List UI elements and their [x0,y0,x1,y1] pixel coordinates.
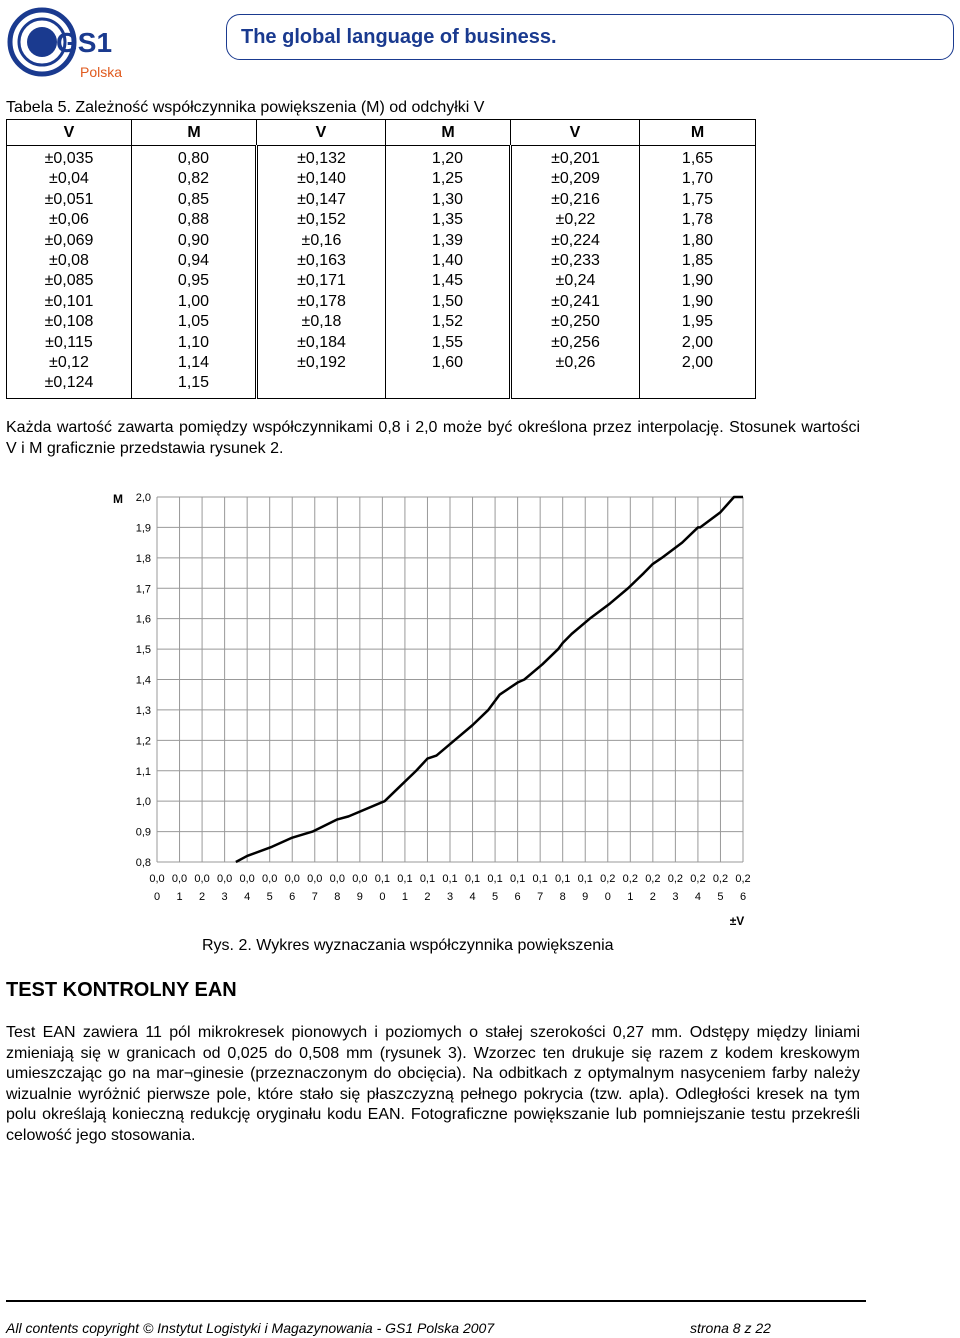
header-m-2: M [386,120,511,146]
x-tick-label-top: 0,1 [419,873,436,885]
y-tick-label: 1,5 [135,644,151,657]
x-tick-label-bottom: 3 [221,891,228,903]
column-m-3 [640,146,756,399]
x-tick-label-bottom: 5 [266,891,273,903]
table-cell: ±0,224 [551,231,600,249]
x-tick-label-bottom: 3 [446,891,454,903]
x-tick-label-top: 0,0 [194,873,210,885]
x-tick-label-bottom: 1 [176,891,183,903]
x-axis-label: ±V [729,914,745,928]
y-axis-label: M [113,492,123,506]
x-tick-label-top: 0,2 [712,873,729,885]
header-m-3: M [640,120,756,146]
x-tick-label-bottom: 8 [334,891,341,903]
x-tick-label-bottom: 1 [401,891,408,903]
x-tick-label-bottom: 6 [739,891,747,903]
table-cell: 1,78 [681,211,714,229]
x-tick-label-top: 0,0 [307,873,323,885]
interpolation-paragraph: Każda wartość zawarta pomiędzy współczynnikami 0,8 i 2,0 może być określona przez interpolację. Stosunek wartości V i M graficznie przedstawia rysunek 2. [6,419,860,457]
table-cell: ±0,192 [297,354,346,372]
table-cell: 1,90 [681,272,714,290]
table-cell: ±0,178 [297,292,346,310]
x-tick-label-bottom: 7 [311,891,318,903]
header-m-1: M [132,120,257,146]
table-cell: ±0,108 [44,313,94,331]
table-cell: 1,20 [431,150,464,167]
table-cell: ±0,171 [297,272,346,290]
x-tick-label-top: 0,2 [667,873,684,885]
table-cell: ±0,216 [551,190,600,208]
table-cell: ±0,163 [297,252,346,270]
table-cell: ±0,101 [44,292,94,310]
chart-svg [0,490,960,928]
x-tick-label-top: 0,1 [397,873,413,885]
x-tick-label-top: 0,0 [171,873,188,885]
y-tick-label: 0,8 [135,857,151,869]
y-tick-label: 0,9 [135,826,151,839]
table-cell: 1,50 [431,292,464,310]
x-tick-label-bottom: 7 [537,891,544,903]
footer-divider [6,1300,866,1302]
x-tick-label-top: 0,0 [262,873,278,885]
table-cell: 0,88 [177,211,210,229]
table-cell: ±0,085 [44,272,94,290]
y-tick-label: 1,0 [135,796,151,809]
table-body-row [7,146,756,399]
logo-text: GS1 [56,27,113,58]
table-cell: ±0,24 [555,272,596,290]
table-cell: ±0,06 [49,211,89,229]
x-tick-label-bottom: 5 [717,891,724,903]
table-cell: 0,90 [177,231,210,249]
table-cell: ±0,124 [44,374,94,392]
y-tick-label: 1,1 [135,765,151,778]
column-m-1 [132,146,257,399]
x-tick-label-bottom: 6 [514,891,521,903]
x-tick-label-top: 0,1 [442,873,458,885]
section-heading: TEST KONTROLNY EAN [6,979,237,1001]
x-tick-label-top: 0,0 [239,873,255,885]
table-cell: 0,80 [177,150,210,167]
y-tick-label: 1,2 [135,735,151,748]
column-v-2 [257,146,386,399]
x-tick-label-bottom: 0 [379,891,386,903]
table-cell: 1,10 [177,333,210,351]
table-header-row [7,120,756,146]
table-cell: ±0,184 [297,333,346,351]
table-cell: 0,95 [177,272,210,290]
table-cell: ±0,051 [44,190,94,208]
x-tick-label-top: 0,1 [509,873,526,885]
x-tick-label-top: 0,0 [284,873,300,885]
y-tick-label: 1,6 [135,613,151,626]
table-cell: ±0,250 [551,313,600,331]
table-cell: ±0,256 [551,333,600,351]
table-cell: ±0,18 [301,313,342,331]
x-tick-label-bottom: 9 [356,891,363,903]
x-tick-label-bottom: 8 [559,891,566,903]
table-cell: 1,52 [431,313,464,331]
table-cell: ±0,147 [297,190,346,208]
ean-test-paragraph: Test EAN zawiera 11 pól mikrokresek pionowych i poziomych o stałej szerokości 0,27 mm. Odstępy między liniami zmieniają się w granicach od 0,025 do 0,508 mm (rysunek 3). Wzorzec ten drukuje się razem z kodem kreskowym umieszczając go na mar¬ginesie (przeznaczonym do obcięcia). Na odbitkach z optymalnym nasyceniem farby należy wizualnie wyróżnić pierwsze pole, które stało się płaszczyzną pełnego pokrycia (tzw. apla). Odległości kresek na tym polu określają konieczną redukcję oryginału kodu EAN. Fotograficzne powiększanie lub pomniejszanie testu przekreśli celowość jego stosowania. [6,1024,860,1144]
x-tick-label-bottom: 4 [244,891,251,903]
table-cell: 0,94 [177,252,210,270]
x-tick-label-top: 0,1 [374,873,391,885]
table-cell: 1,55 [431,333,464,351]
table-cell: ±0,22 [555,211,596,229]
table-cell: 1,80 [681,231,714,249]
table-cell: 1,65 [681,150,714,167]
table-cell: ±0,152 [297,211,346,229]
magnification-table [6,119,756,399]
header-v-2: V [257,120,386,146]
table-cell: ±0,12 [49,354,89,372]
table-cell: 1,25 [431,170,464,188]
x-tick-label-bottom: 2 [199,891,206,903]
y-tick-label: 1,7 [135,583,151,596]
x-tick-label-top: 0,1 [464,873,481,885]
x-tick-label-top: 0,2 [622,873,638,885]
table-cell: ±0,035 [44,150,94,167]
table-cell: ±0,26 [555,354,596,372]
logo-subtitle: Polska [80,64,123,80]
x-tick-label-top: 0,2 [735,873,751,885]
table-cell: 1,95 [681,313,714,331]
x-tick-label-top: 0,1 [577,873,593,885]
column-v-1 [7,146,132,399]
x-tick-label-top: 0,0 [216,873,233,885]
table-caption: Tabela 5. Zależność współczynnika powiększenia (M) od odchyłki V [6,99,485,116]
table-cell: 1,85 [681,252,714,270]
x-tick-label-top: 0,2 [690,873,706,885]
x-tick-label-bottom: 6 [289,891,296,903]
y-tick-label: 2,0 [135,492,151,504]
table-cell: ±0,201 [551,150,600,167]
table-cell: 2,00 [681,333,714,351]
table-cell: 1,45 [431,272,464,290]
x-tick-label-top: 0,2 [600,873,616,885]
y-tick-label: 1,9 [135,522,151,535]
table-cell: ±0,209 [551,170,600,188]
footer-copyright: All contents copyright © Instytut Logistyki i Magazynowania - GS1 Polska 2007 [6,1320,495,1336]
table-cell: 1,75 [681,190,714,208]
table-cell: 2,00 [681,354,714,372]
table-cell: ±0,04 [49,170,89,188]
magnification-chart [0,490,960,928]
table-cell: ±0,233 [551,252,600,270]
footer-page-number: strona 8 z 22 [690,1320,771,1336]
table-cell: ±0,140 [297,170,346,188]
x-tick-label-bottom: 2 [424,891,431,903]
x-tick-label-bottom: 0 [153,891,161,903]
table-cell: ±0,16 [301,231,342,249]
table-cell: ±0,115 [45,333,93,351]
y-tick-label: 1,4 [135,674,151,687]
table-cell: 1,00 [177,292,210,310]
x-tick-label-top: 0,1 [532,873,548,885]
x-tick-label-top: 0,1 [487,873,503,885]
header-v-1: V [7,120,132,146]
y-tick-label: 1,3 [135,704,151,717]
x-tick-label-top: 0,0 [149,873,165,885]
table-cell: 0,85 [177,190,210,208]
table-cell: ±0,069 [44,231,94,249]
x-tick-label-top: 0,0 [352,873,368,885]
column-v-3 [511,146,640,399]
table-cell: 1,90 [681,292,714,310]
table-cell: 1,14 [177,354,210,372]
table-cell: ±0,132 [297,150,346,167]
table-cell: 1,39 [431,231,464,249]
x-tick-label-top: 0,1 [555,873,571,885]
table-cell: 1,70 [681,170,714,188]
x-tick-label-bottom: 4 [694,891,701,903]
tagline-text: The global language of business. [241,26,557,48]
x-tick-label-bottom: 4 [469,891,476,903]
table-cell: 1,30 [431,190,464,208]
x-tick-label-bottom: 2 [649,891,656,903]
table-cell: ±0,241 [551,292,600,310]
table-cell: 1,15 [177,374,210,392]
x-tick-label-bottom: 9 [582,891,589,903]
tagline-box [226,14,954,60]
x-tick-label-top: 0,2 [645,873,661,885]
table-cell: 0,82 [177,170,210,188]
x-tick-label-top: 0,0 [329,873,345,885]
header-v-3: V [511,120,640,146]
figure-caption: Rys. 2. Wykres wyznaczania współczynnika powiększenia [202,937,614,954]
table-cell: 1,05 [177,313,210,331]
x-tick-label-bottom: 3 [672,891,679,903]
x-tick-label-bottom: 0 [604,891,611,903]
column-m-2 [386,146,511,399]
table-cell: 1,60 [431,354,464,372]
x-tick-label-bottom: 1 [627,891,634,903]
y-tick-label: 1,8 [135,552,151,565]
table-cell: ±0,08 [49,252,89,270]
table-cell: 1,40 [431,252,464,270]
table-cell: 1,35 [431,211,464,229]
x-tick-label-bottom: 5 [492,891,499,903]
